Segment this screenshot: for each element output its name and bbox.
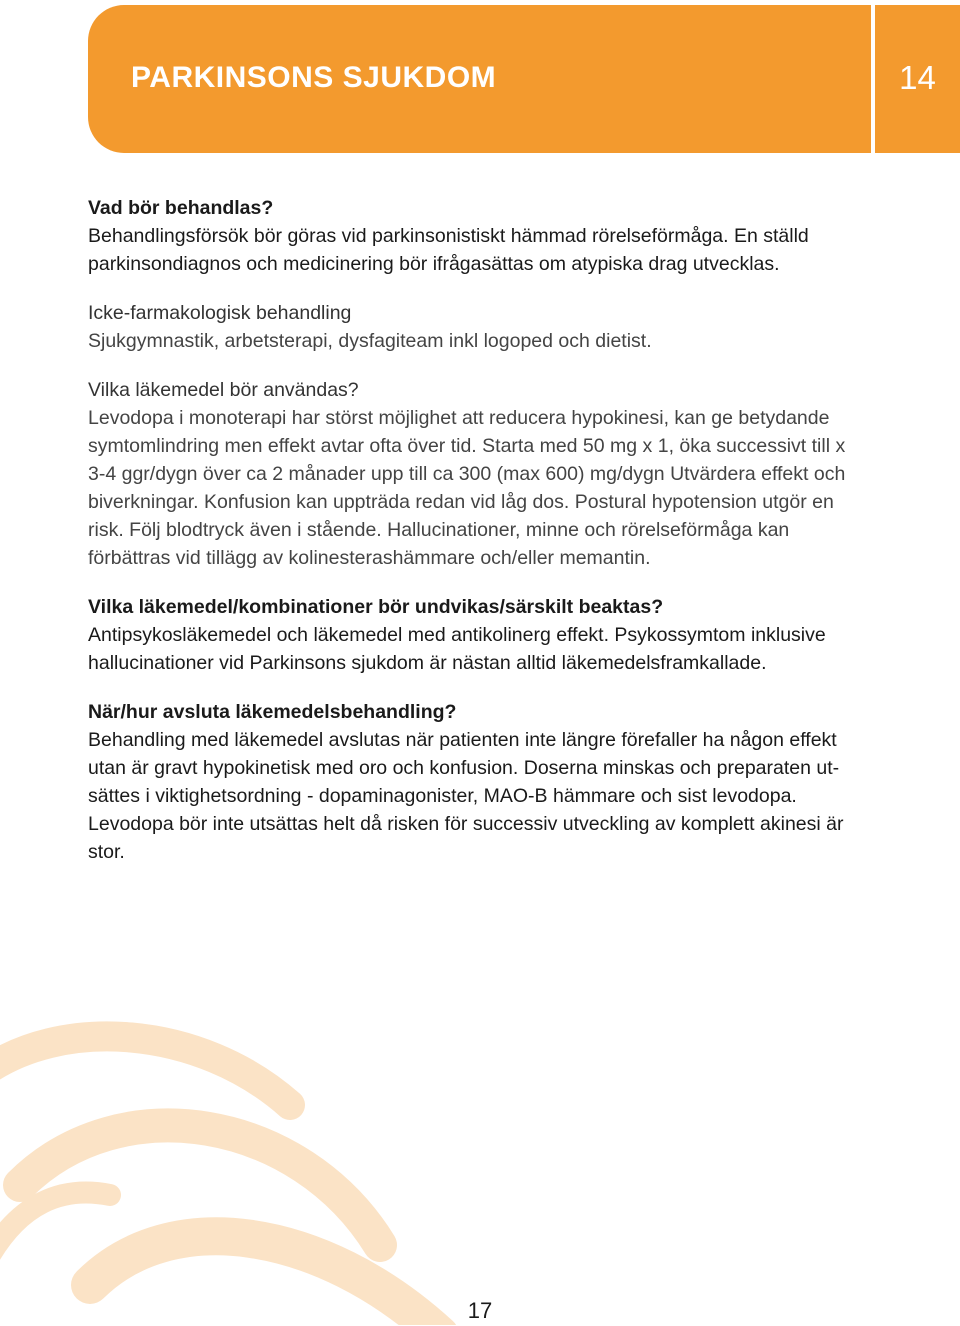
section-body: Behandlingsförsök bör göras vid parkinsonistiskt hämmad rörelseförmåga. En ställd parkinsondiagnos och medicinering bör ifrågasättas om atypiska drag utvecklas. xyxy=(88,225,809,275)
section-heading: Vad bör behandlas? xyxy=(88,197,274,219)
chapter-number: 14 xyxy=(899,59,936,96)
decorative-swirl xyxy=(0,955,500,1325)
section-what-to-treat xyxy=(88,194,848,278)
section-body: Levodopa i monoterapi har störst möjlighet att reducera hypokinesi, kan ge betydande symtomlindring men effekt avtar ofta över tid. Starta med 50 mg x 1, öka successivt till x 3-4 ggr/dygn över ca 2 månader upp till ca 300 (max 600) mg/dygn Utvärdera effekt och biverkningar. Konfusion kan uppträda redan vid låg dos. Postural hypotension utgör en risk. Följ blodtryck även i stående. Hallucinationer, minne och rörelseförmåga kan förbättras vid tillägg av kolinesterashämmare och/eller memantin. xyxy=(88,407,846,569)
page-title: PARKINSONS SJUKDOM xyxy=(131,61,497,94)
section-when-to-stop xyxy=(88,698,848,866)
section-heading: När/hur avsluta läkemedelsbehandling? xyxy=(88,701,457,723)
section-heading: Vilka läkemedel/kombinationer bör undvikas/särskilt beaktas? xyxy=(88,596,664,618)
section-heading: Icke-farmakologisk behandling xyxy=(88,302,352,324)
section-body: Behandling med läkemedel avslutas när patienten inte längre förefaller ha någon effekt utan är gravt hypokinetisk med oro och konfusion. Doserna minskas och preparaten ut-sättes i viktighetsordning - dopaminagonister, MAO-B hämmare och sist levodopa. Levodopa bör inte utsättas helt då risken för successiv utveckling av komplett akinesi är stor. xyxy=(88,729,844,863)
main-content xyxy=(88,194,848,887)
page-number: 17 xyxy=(467,1298,493,1323)
section-body: Antipsykosläkemedel och läkemedel med antikolinerg effekt. Psykossymtom inklusive hallucinationer vid Parkinsons sjukdom är nästan alltid läkemedelsframkallade. xyxy=(88,624,826,674)
section-body: Sjukgymnastik, arbetsterapi, dysfagiteam inkl logoped och dietist. xyxy=(88,330,652,352)
section-which-drugs xyxy=(88,376,848,572)
section-drugs-to-avoid xyxy=(88,593,848,677)
section-heading: Vilka läkemedel bör användas? xyxy=(88,379,359,401)
section-non-pharmacological xyxy=(88,299,848,355)
